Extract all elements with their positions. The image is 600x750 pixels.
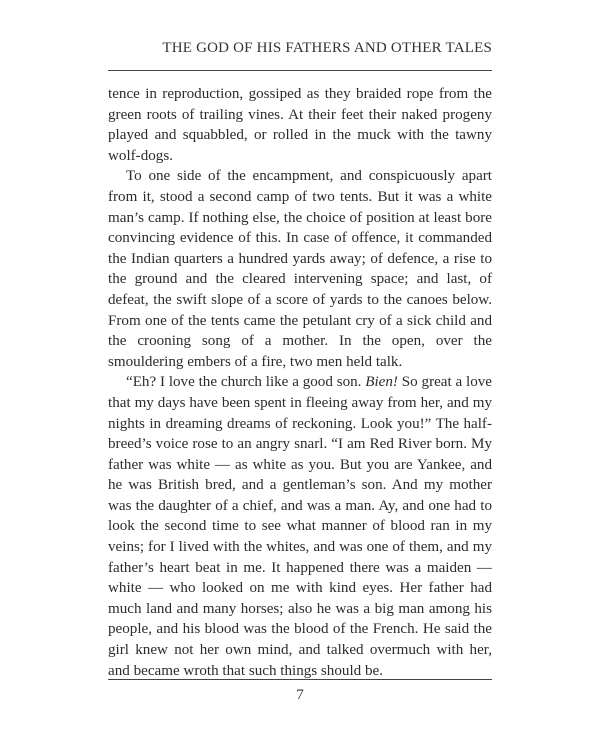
paragraph-3-text-a: “Eh? I love the church like a good son. [126, 374, 366, 391]
body-text [108, 84, 492, 681]
paragraph-3-text-b: So great a love that my days have been spent in fleeing away from her, and my nights in dreaming dreams of reckoning. Look you!” The half-breed’s voice rose to an angry snarl. “I am Red River born. My father was white — as white as you. But you are Yankee, and he was British bred, and a gentleman’s son. And my mother was the daughter of a chief, and was a man. Ay, and one had to look the second time to see what manner of blood ran in my veins; for I lived with the whites, and was one of them, and my father’s heart beat in me. It happened there was a maiden — white — who looked on me with kind eyes. Her father had much land and many horses; also he was a big man among his people, and his blood was the blood of the French. He said the girl knew not her own mind, and talked overmuch with her, and became wroth that such things should be. [108, 374, 492, 679]
footer-rule [108, 679, 492, 680]
paragraph-3-italic-bien: Bien! [365, 374, 398, 391]
paragraph-2: To one side of the encampment, and conspicuously apart from it, stood a second camp of two tents. But it was a white man’s camp. If nothing else, the choice of position at least bore convincing evidence of this. In case of offence, it commanded the Indian quarters a hundred yards away; of defence, a rise to the ground and the cleared intervening space; and last, of defeat, the swift slope of a score of yards to the canoes below. From one of the tents came the petulant cry of a sick child and the crooning song of a mother. In the open, over the smouldering embers of a fire, two men held talk. [108, 168, 492, 370]
paragraph-3 [108, 372, 492, 681]
page-number: 7 [296, 687, 304, 703]
header-rule [108, 70, 492, 71]
paragraph-1: tence in reproduction, gossiped as they braided rope from the green roots of trailing vines. At their feet their naked progeny played and squabbled, or rolled in the muck with the tawny wolf-dogs. [108, 86, 492, 164]
running-head-title: THE GOD OF HIS FATHERS AND OTHER TALES [162, 40, 492, 56]
